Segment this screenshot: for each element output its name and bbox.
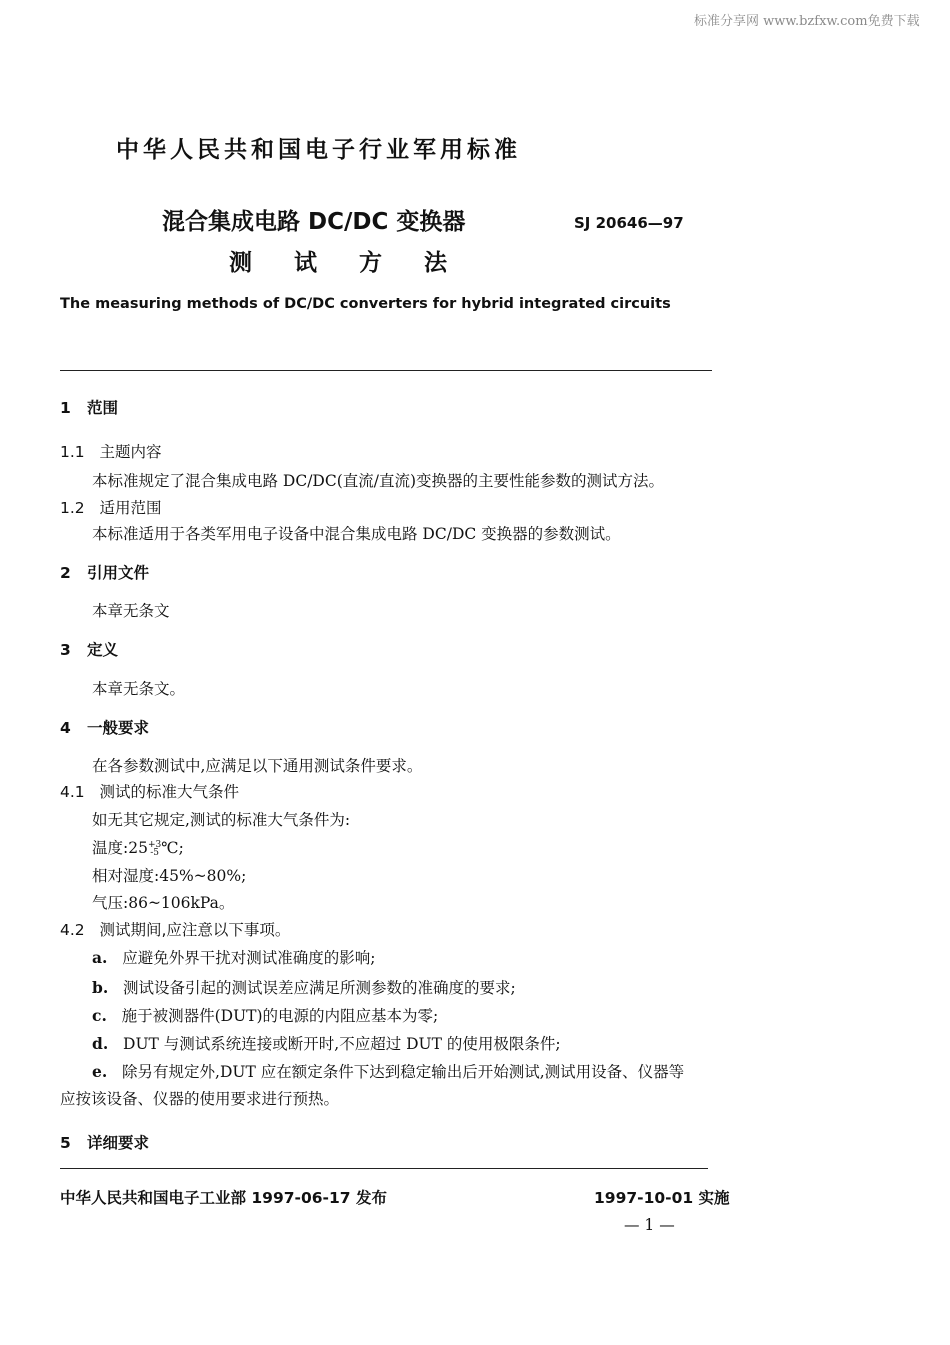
item-mark: d.	[92, 1034, 109, 1053]
section-1-1-text: 本标准规定了混合集成电路 DC/DC(直流/直流)变换器的主要性能参数的测试方法。	[92, 472, 665, 490]
list-item	[92, 1032, 561, 1054]
document-title-line1: 混合集成电路 DC/DC 变换器	[162, 209, 466, 235]
item-text: DUT 与测试系统连接或断开时,不应超过 DUT 的使用极限条件;	[123, 1035, 561, 1053]
list-item	[92, 1004, 438, 1026]
section-5-heading	[60, 1131, 149, 1153]
pressure-condition: 气压:86~106kPa。	[92, 894, 235, 912]
section-3-text: 本章无条文。	[92, 680, 186, 698]
section-1-heading	[60, 396, 118, 418]
section-title: 测试期间,应注意以下事项。	[99, 921, 291, 939]
section-title: 适用范围	[99, 499, 162, 517]
item-mark: a.	[92, 948, 108, 967]
document-title-line2: 测 试 方 法	[229, 250, 465, 276]
item-mark: b.	[92, 978, 109, 997]
section-number: 1	[60, 399, 71, 417]
item-mark: c.	[92, 1006, 107, 1025]
section-4-1-heading	[60, 780, 239, 802]
tolerance-lower: -5	[150, 848, 159, 858]
section-4-heading	[60, 716, 149, 738]
section-1-2-heading	[60, 496, 161, 518]
section-number: 1.1	[60, 443, 85, 461]
section-title: 详细要求	[87, 1134, 150, 1152]
item-text: 施于被测器件(DUT)的电源的内阻应基本为零;	[121, 1007, 439, 1025]
section-4-text: 在各参数测试中,应满足以下通用测试条件要求。	[92, 757, 423, 775]
section-title: 主题内容	[99, 443, 162, 461]
list-item	[92, 946, 375, 968]
temperature-prefix: 温度:25	[92, 839, 148, 857]
list-item	[92, 1060, 684, 1082]
section-title: 范围	[87, 399, 119, 417]
item-mark: e.	[92, 1062, 108, 1081]
issue-date: 中华人民共和国电子工业部 1997-06-17 发布	[60, 1189, 387, 1207]
section-2-text: 本章无条文	[92, 602, 170, 620]
title-divider	[60, 370, 712, 371]
effective-date: 1997-10-01 实施	[594, 1189, 730, 1207]
item-text: 测试设备引起的测试误差应满足所测参数的准确度的要求;	[123, 979, 516, 997]
section-1-1-heading	[60, 440, 161, 462]
footer-divider	[60, 1168, 708, 1169]
section-title: 一般要求	[87, 719, 150, 737]
section-number: 4.1	[60, 783, 85, 801]
section-title: 测试的标准大气条件	[99, 783, 239, 801]
temperature-unit: ℃;	[161, 839, 184, 857]
item-text: 应避免外界干扰对测试准确度的影响;	[122, 949, 376, 967]
section-2-heading	[60, 561, 149, 583]
section-number: 4.2	[60, 921, 85, 939]
standard-header: 中华人民共和国电子行业军用标准	[116, 137, 521, 163]
section-4-1-intro: 如无其它规定,测试的标准大气条件为:	[92, 811, 351, 829]
section-number: 3	[60, 641, 71, 659]
section-1-2-text: 本标准适用于各类军用电子设备中混合集成电路 DC/DC 变换器的参数测试。	[92, 525, 621, 543]
list-item	[92, 976, 516, 998]
item-text: 除另有规定外,DUT 应在额定条件下达到稳定输出后开始测试,测试用设备、仪器等	[122, 1063, 685, 1081]
section-3-heading	[60, 638, 118, 660]
tolerance-upper: +3	[147, 840, 162, 850]
section-number: 1.2	[60, 499, 85, 517]
english-title: The measuring methods of DC/DC converters for hybrid integrated circuits	[60, 296, 671, 312]
section-number: 2	[60, 564, 71, 582]
section-title: 定义	[87, 641, 119, 659]
section-number: 5	[60, 1134, 71, 1152]
humidity-condition: 相对湿度:45%~80%;	[92, 867, 247, 885]
list-item-continuation: 应按该设备、仪器的使用要求进行预热。	[60, 1090, 340, 1108]
section-4-2-heading	[60, 918, 290, 940]
watermark-text: 标准分享网 www.bzfxw.com免费下载	[694, 14, 920, 29]
section-number: 4	[60, 719, 71, 737]
section-title: 引用文件	[87, 564, 150, 582]
temperature-tolerance	[148, 841, 161, 857]
page-number: — 1 —	[624, 1216, 675, 1234]
temperature-condition	[92, 836, 184, 858]
standard-code: SJ 20646—97	[574, 214, 684, 232]
